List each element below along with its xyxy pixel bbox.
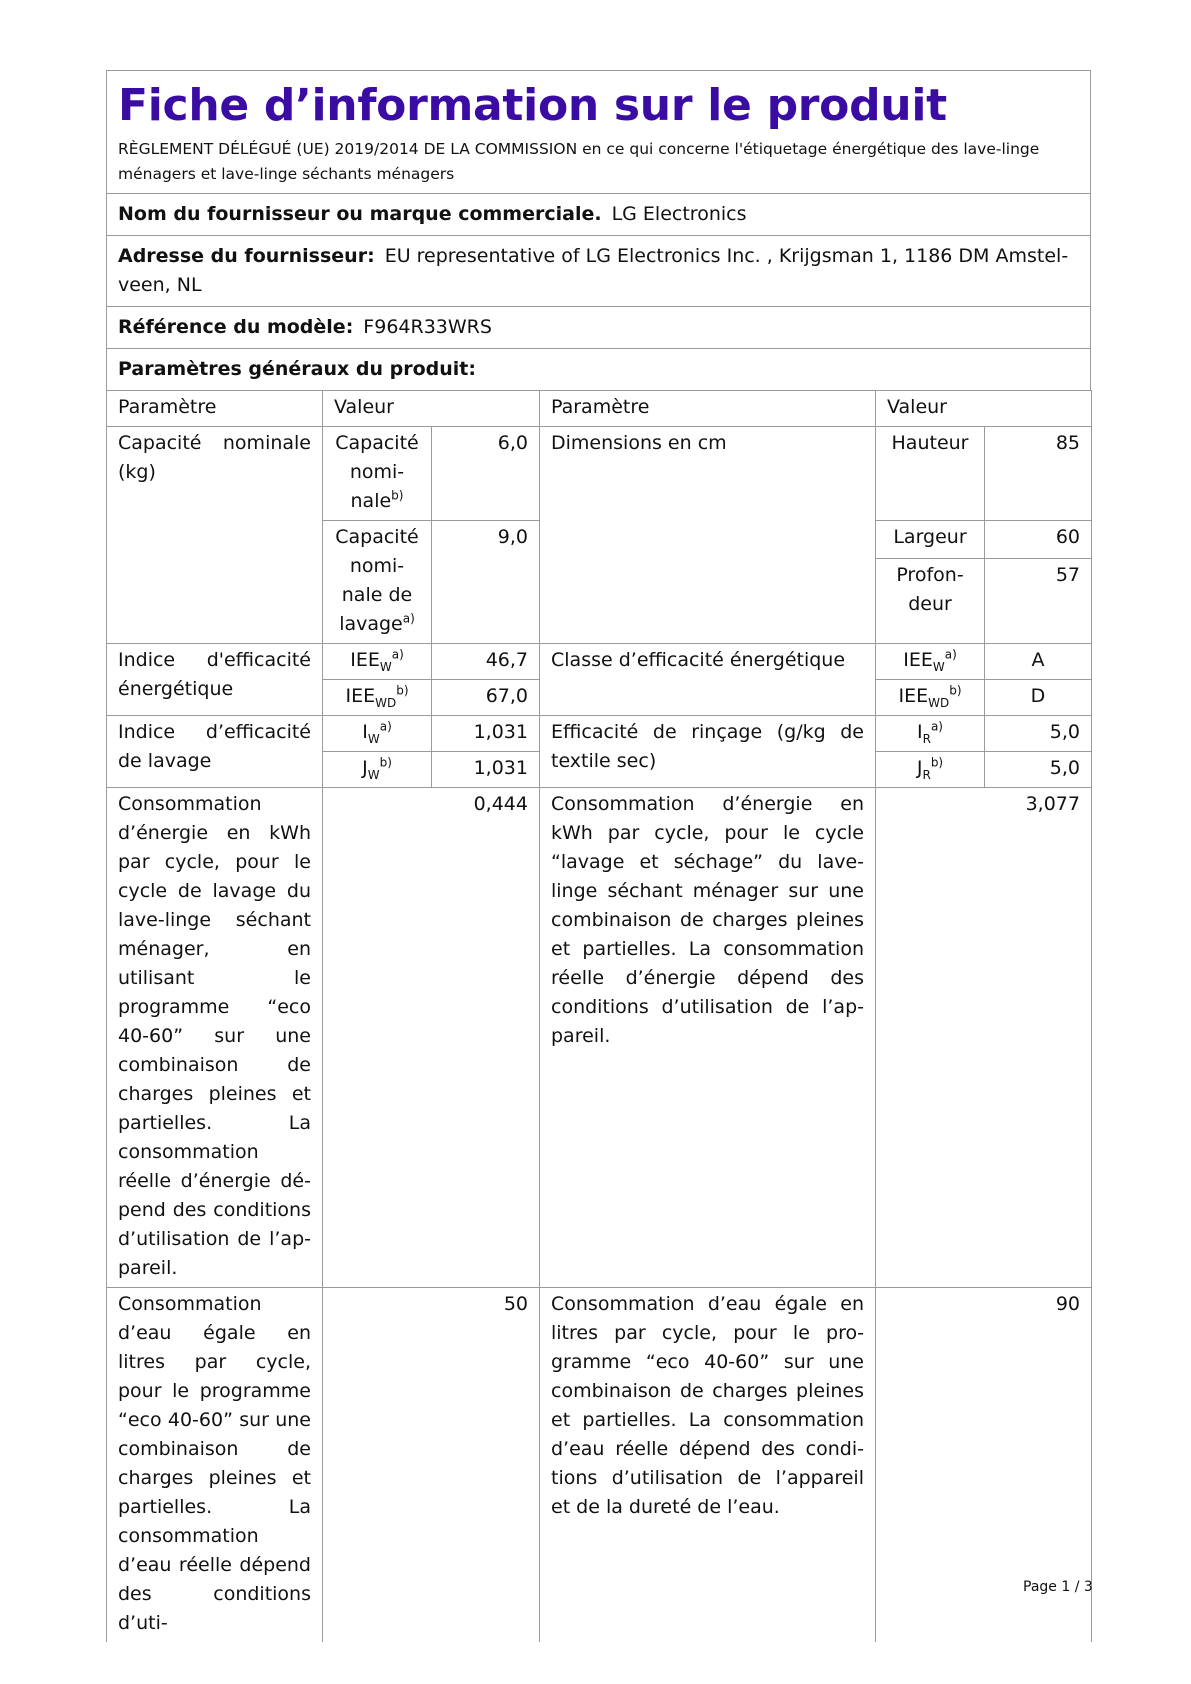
dimensions-label: Dimensions en cm bbox=[540, 427, 876, 644]
supplier-name-row bbox=[106, 193, 1091, 235]
energy-wash-value: 0,444 bbox=[323, 788, 540, 1288]
eei-label: Indice d'efficacité énergétique bbox=[107, 644, 323, 716]
model-reference-value: F964R33WRS bbox=[363, 316, 492, 338]
model-reference-row bbox=[106, 306, 1091, 348]
model-reference-label: Référence du modèle: bbox=[118, 316, 354, 338]
class-w-label: $IEE_W^{a)}$ bbox=[876, 644, 985, 680]
water-wash-label: Consommation d’eau égale en litres par cycle, pour le programme “eco 40-60” sur une combinaison de charges pleines et partielles. La consommation d’eau réelle dépend des conditions d’uti- bbox=[107, 1288, 323, 1643]
parameters-table bbox=[106, 390, 1092, 1642]
regulation-text: RÈGLEMENT DÉLÉGUÉ (UE) 2019/2014 DE LA COMMISSION en ce qui concerne l'étiquetage énergétique des lave-linge ménagers et lave-linge séchants ménagers bbox=[118, 140, 1040, 183]
width-value: 60 bbox=[985, 521, 1092, 559]
general-parameters-label: Paramètres généraux du produit: bbox=[118, 358, 476, 380]
energy-class-label: Classe d’efficacité énergétique bbox=[540, 644, 876, 716]
table-row bbox=[107, 644, 1092, 680]
supplier-address-value: EU representative of LG Electronics Inc. , Krijgsman 1, 1186 DM Amstelveen, NL bbox=[118, 245, 1069, 296]
height-label: Hauteur bbox=[876, 427, 985, 521]
rinsing-efficiency-label: Efficacité de rinçage (g/kg de textile sec) bbox=[540, 716, 876, 788]
washing-jw-value: 1,031 bbox=[432, 752, 540, 788]
table-row bbox=[107, 716, 1092, 752]
washing-efficiency-label: Indice d’efficacité de lavage bbox=[107, 716, 323, 788]
class-w-value: A bbox=[985, 644, 1092, 680]
eei-w-label: $IEE_W^{a)}$ bbox=[323, 644, 432, 680]
water-wash-dry-label: Consommation d’eau égale en litres par cycle, pour le programme “eco 40-60” sur une combinaison de charges pleines et partielles. La consommation d’eau réelle dépend des conditions d’utilisation de l’appareil et de la dureté de l’eau. bbox=[540, 1288, 876, 1643]
general-parameters-row bbox=[106, 348, 1091, 390]
table-row bbox=[107, 788, 1092, 1288]
page-title: Fiche d’information sur le produit bbox=[118, 80, 947, 131]
eei-w-value: 46,7 bbox=[432, 644, 540, 680]
header-parameter-1: Paramètre bbox=[107, 391, 323, 427]
product-information-sheet bbox=[106, 70, 1091, 1642]
energy-wash-dry-label: Consommation d’énergie en kWh par cycle, pour le cycle “lavage et séchage” du lave-linge séchant ménager sur une combinaison de charges pleines et partielles. La consommation réelle d’énergie dépend des conditions d’utilisation de l’appareil. bbox=[540, 788, 876, 1288]
water-wash-value: 50 bbox=[323, 1288, 540, 1643]
rated-capacity-value: 6,0 bbox=[432, 427, 540, 521]
supplier-address-row bbox=[106, 235, 1091, 306]
class-wd-value: D bbox=[985, 680, 1092, 716]
supplier-address-label: Adresse du fournisseur: bbox=[118, 245, 375, 267]
rated-wash-capacity-label: Capacité nominale de lavage$^{a)}$ bbox=[323, 521, 432, 644]
washing-jw-label: $J_W^{b)}$ bbox=[323, 752, 432, 788]
capacity-label: Capacité nominale (kg) bbox=[107, 427, 323, 644]
washing-iw-value: 1,031 bbox=[432, 716, 540, 752]
eei-wd-label: $IEE_{WD}^{b)}$ bbox=[323, 680, 432, 716]
class-wd-label: $IEE_{WD}^{b)}$ bbox=[876, 680, 985, 716]
washing-iw-label: $I_W^{a)}$ bbox=[323, 716, 432, 752]
energy-wash-dry-value: 3,077 bbox=[876, 788, 1092, 1288]
header-value-2: Valeur bbox=[876, 391, 1092, 427]
rinsing-jr-label: $J_R^{b)}$ bbox=[876, 752, 985, 788]
depth-label: Profondeur bbox=[876, 558, 985, 643]
eei-wd-value: 67,0 bbox=[432, 680, 540, 716]
rated-wash-capacity-value: 9,0 bbox=[432, 521, 540, 644]
water-wash-dry-value: 90 bbox=[876, 1288, 1092, 1643]
rinsing-ir-value: 5,0 bbox=[985, 716, 1092, 752]
table-header-row bbox=[107, 391, 1092, 427]
rated-capacity-label: Capacité nominale$^{b)}$ bbox=[323, 427, 432, 521]
table-row bbox=[107, 1288, 1092, 1643]
supplier-name-label: Nom du fournisseur ou marque commerciale. bbox=[118, 203, 602, 225]
header-parameter-2: Paramètre bbox=[540, 391, 876, 427]
rinsing-ir-label: $I_R^{a)}$ bbox=[876, 716, 985, 752]
width-label: Largeur bbox=[876, 521, 985, 559]
table-row bbox=[107, 427, 1092, 521]
rinsing-jr-value: 5,0 bbox=[985, 752, 1092, 788]
header-value-1: Valeur bbox=[323, 391, 540, 427]
height-value: 85 bbox=[985, 427, 1092, 521]
depth-value: 57 bbox=[985, 558, 1092, 643]
supplier-name-value: LG Electronics bbox=[611, 203, 747, 225]
energy-wash-label: Consommation d’énergie en kWh par cycle, pour le cycle de lavage du lave-linge séchant ménager, en utilisant le programme “eco 40-60” sur une combinaison de charges pleines et partielles. La consommation réelle d’énergie dépend des conditions d’utilisation de l’appareil. bbox=[107, 788, 323, 1288]
header-block bbox=[106, 70, 1091, 193]
page-number: Page 1 / 3 bbox=[1023, 1579, 1093, 1595]
